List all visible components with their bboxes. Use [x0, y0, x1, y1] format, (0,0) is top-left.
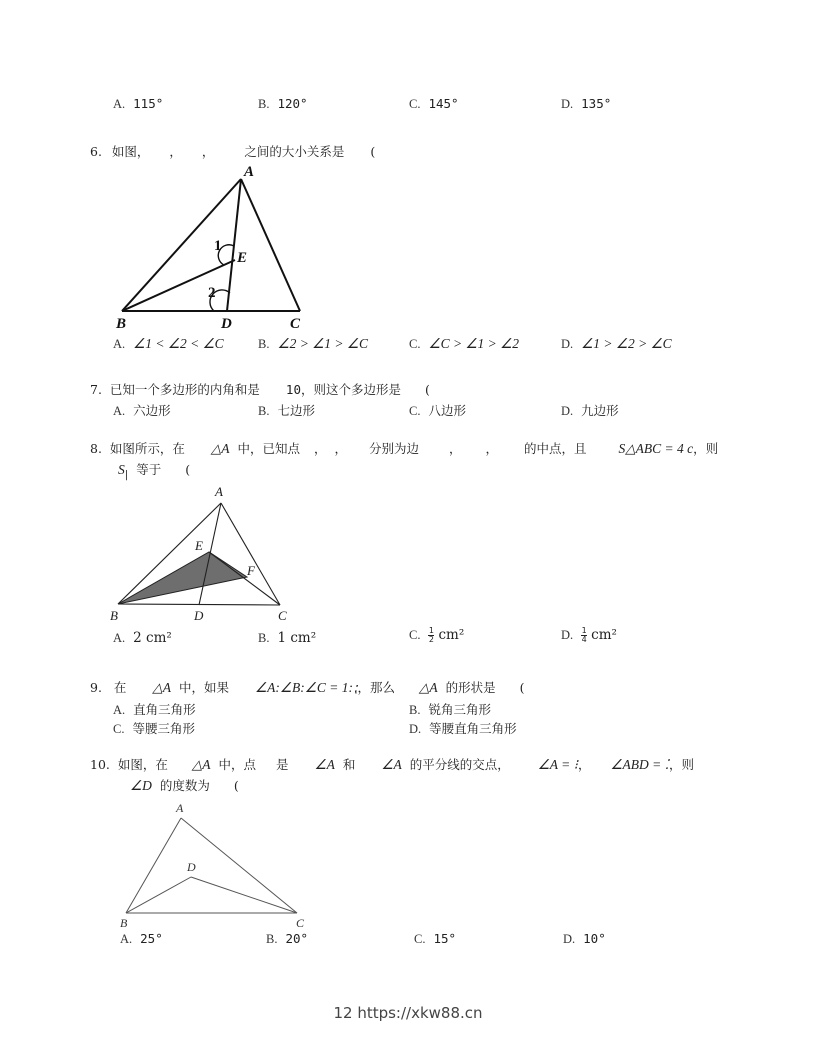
option-text: 135°	[581, 96, 612, 111]
option-text: 120°	[277, 96, 308, 111]
q7-number: 7.	[90, 382, 102, 397]
svg-text:C: C	[296, 916, 305, 930]
option-letter: A.	[113, 631, 126, 645]
option-letter: D.	[563, 932, 576, 946]
option-letter: B.	[258, 337, 270, 351]
q5-option-b[interactable]	[258, 96, 308, 112]
q7-option-b[interactable]	[258, 401, 315, 419]
option-letter: C.	[113, 722, 125, 736]
svg-text:C: C	[290, 316, 301, 332]
svg-text:E: E	[237, 250, 248, 266]
q9-stem-text: 在	[113, 680, 127, 695]
option-letter: A.	[113, 337, 126, 351]
q6-number: 6.	[90, 144, 102, 159]
q7-option-c[interactable]	[409, 401, 466, 419]
answer-paren: (	[424, 382, 430, 397]
q8-stem-text: 中，已知点	[237, 441, 301, 456]
q8-triangle-symbol: △A	[210, 441, 230, 456]
option-letter: B.	[266, 932, 278, 946]
q6-option-a[interactable]	[113, 336, 224, 352]
option-letter: D.	[561, 97, 574, 111]
page-footer: 12 https://xkw88.cn	[333, 1004, 483, 1022]
q7-stem-text: 已知一个多边形的内角和是	[109, 382, 260, 397]
option-letter: C.	[409, 628, 421, 642]
svg-text:F: F	[247, 563, 255, 578]
q10-number: 10.	[90, 757, 110, 772]
q9-number: 9.	[90, 680, 102, 695]
q8-option-d[interactable]	[561, 627, 617, 644]
q10-stem-text: 的度数为	[159, 778, 210, 793]
q9-option-c[interactable]	[113, 719, 195, 737]
svg-text:D: D	[187, 860, 196, 874]
option-letter: A.	[113, 404, 126, 418]
q8-stem-line1	[90, 439, 718, 457]
q10-stem-text: ，则	[668, 757, 694, 772]
q5-option-d[interactable]	[561, 96, 611, 112]
q8-stem-comma: ，	[449, 441, 462, 456]
q9-option-a[interactable]	[113, 700, 196, 718]
option-unit: cm²	[591, 627, 617, 643]
q8-stem-text: 的中点，且	[524, 441, 587, 456]
fraction-denominator: 2	[428, 635, 435, 644]
q10-stem-line2	[130, 776, 239, 794]
option-text: 20°	[285, 931, 309, 946]
q9-triangle-symbol: △A	[419, 680, 438, 695]
option-letter: D.	[561, 628, 574, 642]
option-letter: A.	[120, 932, 133, 946]
svg-text:C: C	[278, 608, 287, 623]
option-text: 25°	[140, 931, 163, 946]
option-text: 等腰三角形	[132, 721, 195, 736]
q6-stem	[90, 142, 375, 160]
q10-triangle-symbol: △A	[191, 757, 211, 772]
q10-given-angle-a: ∠A = ⁝	[537, 757, 578, 772]
svg-text:B: B	[120, 916, 128, 930]
q8-stem-comma: ，	[485, 441, 499, 456]
option-text: 145°	[428, 96, 459, 111]
svg-text:1: 1	[214, 238, 222, 254]
option-text: 15°	[433, 931, 457, 946]
q9-triangle-symbol: △A	[152, 680, 172, 695]
q9-stem	[90, 678, 525, 696]
option-letter: B.	[258, 404, 270, 418]
q10-option-a[interactable]	[120, 931, 163, 947]
q9-stem-text: ，那么	[357, 680, 396, 695]
svg-text:A: A	[244, 164, 255, 180]
q8-stem-text: 分别为边	[369, 441, 420, 456]
q10-stem-text: 的平分线的交点，	[409, 757, 510, 772]
option-text: ∠1 > ∠2 > ∠C	[581, 336, 672, 351]
q10-stem-text: 如图，在	[117, 757, 168, 772]
q8-option-b[interactable]	[258, 630, 316, 646]
q6-stem-text: 之间的大小关系是	[244, 144, 345, 159]
answer-paren: (	[370, 144, 376, 159]
q8-option-c[interactable]	[409, 627, 464, 644]
q5-option-c[interactable]	[409, 96, 459, 112]
q5-option-a[interactable]	[113, 96, 163, 112]
q10-option-d[interactable]	[563, 931, 606, 947]
option-text: 1 cm²	[277, 630, 317, 646]
q6-stem-text: 如图，	[111, 144, 150, 159]
answer-paren: (	[185, 462, 191, 477]
q10-stem-line1	[90, 755, 694, 773]
svg-text:A: A	[176, 801, 184, 815]
option-text: 锐角三角形	[428, 702, 491, 717]
answer-paren: (	[233, 778, 239, 793]
option-letter: B.	[258, 631, 270, 645]
q7-option-d[interactable]	[561, 401, 619, 419]
q10-option-c[interactable]	[414, 931, 456, 947]
q8-option-a[interactable]	[113, 630, 172, 646]
q6-option-d[interactable]	[561, 336, 672, 352]
q10-figure	[110, 798, 320, 933]
q7-stem-text: ，则这个多边形是	[300, 382, 401, 397]
fraction-denominator: 4	[581, 635, 587, 644]
option-letter: B.	[258, 97, 270, 111]
q7-stem-number: 10	[285, 382, 301, 397]
svg-text:A: A	[215, 484, 223, 499]
option-letter: C.	[409, 337, 421, 351]
q8-stem-text: ，则	[693, 441, 719, 456]
q10-angle-symbol: ∠A	[314, 757, 335, 772]
svg-text:E: E	[195, 538, 203, 553]
q8-stem-text: 等于	[136, 462, 162, 477]
option-letter: D.	[409, 722, 422, 736]
q8-s-symbol: S	[118, 462, 125, 477]
q10-angle-symbol: ∠A	[381, 757, 402, 772]
q8-stem-comma: ，	[314, 441, 327, 456]
option-text: 2 cm²	[133, 630, 172, 646]
option-text: ∠2 > ∠1 > ∠C	[277, 336, 369, 351]
q8-stem-line2	[118, 460, 190, 481]
fraction	[428, 627, 434, 644]
q6-option-b[interactable]	[258, 336, 368, 352]
q8-stem-text: 如图所示，在	[109, 441, 185, 456]
option-letter: C.	[409, 404, 421, 418]
option-letter: A.	[113, 97, 126, 111]
q9-ratio-expression: ∠A:∠B:∠C = 1:⁏	[255, 680, 358, 695]
option-text: 六边形	[133, 403, 171, 418]
q8-stem-comma: ，	[334, 441, 348, 456]
fraction-numerator: 1	[428, 626, 435, 635]
option-text: ∠C > ∠1 > ∠2	[428, 336, 520, 351]
q10-option-b[interactable]	[266, 931, 308, 947]
q9-stem-text: 的形状是	[445, 680, 496, 695]
q6-figure	[110, 162, 320, 332]
q9-stem-text: 中，如果	[179, 680, 230, 695]
q10-stem-comma: ，	[577, 757, 591, 772]
fraction-numerator: 1	[581, 626, 587, 635]
q10-stem-text: 是	[276, 757, 289, 772]
answer-paren: (	[519, 680, 525, 695]
q10-stem-text: 中，点	[218, 757, 257, 772]
q9-option-d[interactable]	[409, 719, 517, 737]
q6-stem-comma: ，	[169, 144, 182, 159]
svg-text:D: D	[194, 608, 204, 623]
q7-option-a[interactable]	[113, 401, 171, 419]
q8-s-subscript: |	[124, 468, 129, 481]
svg-text:B: B	[110, 608, 118, 623]
option-unit: cm²	[438, 627, 465, 643]
option-letter: C.	[414, 932, 426, 946]
option-text: 七边形	[277, 403, 315, 418]
option-text: ∠1 < ∠2 < ∠C	[133, 336, 224, 351]
svg-text:D: D	[221, 316, 232, 332]
option-letter: D.	[561, 337, 574, 351]
q10-stem-text: 和	[342, 757, 356, 772]
option-text: 等腰直角三角形	[429, 721, 517, 736]
option-text: 直角三角形	[133, 702, 196, 717]
q7-stem	[90, 380, 430, 398]
option-letter: A.	[113, 703, 126, 717]
q8-number: 8.	[90, 441, 102, 456]
svg-text:2: 2	[208, 285, 216, 301]
q8-figure	[110, 482, 295, 624]
q10-angle-d: ∠D	[130, 778, 152, 793]
q6-stem-comma: ，	[201, 144, 215, 159]
option-letter: C.	[409, 97, 421, 111]
option-letter: D.	[561, 404, 574, 418]
option-text: 10°	[583, 931, 606, 946]
q10-given-angle-abd: ∠ABD = ⁚	[610, 757, 669, 772]
option-text: 八边形	[428, 403, 466, 418]
option-text: 九边形	[581, 403, 619, 418]
q8-area-expression: S△ABC = 4 c	[618, 441, 694, 456]
q9-option-b[interactable]	[409, 700, 491, 718]
option-text: 115°	[133, 96, 164, 111]
option-letter: B.	[409, 703, 421, 717]
svg-text:B: B	[116, 316, 127, 332]
q6-option-c[interactable]	[409, 336, 519, 352]
fraction	[581, 627, 587, 644]
